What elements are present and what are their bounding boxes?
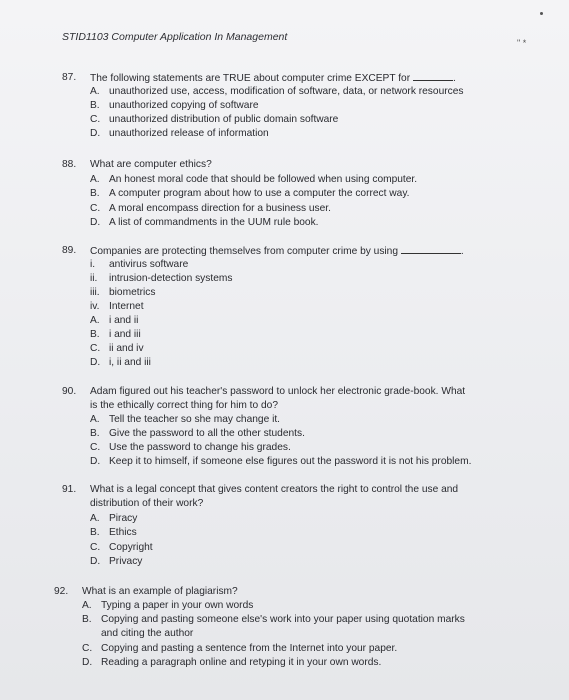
option-letter: D. <box>90 556 101 567</box>
question-stem-line-2: distribution of their work? <box>90 498 204 509</box>
option-text: unauthorized copying of software <box>109 100 259 111</box>
item-numeral: i. <box>90 259 96 270</box>
option-letter: D. <box>90 217 101 228</box>
question-stem <box>90 244 464 259</box>
option-letter: C. <box>90 542 101 553</box>
question-stem: What are computer ethics? <box>90 159 212 170</box>
page-header: STID1103 Computer Application In Management <box>62 31 288 43</box>
corner-mark <box>540 12 543 15</box>
option-letter: A. <box>82 600 92 611</box>
option-letter: B. <box>82 614 92 625</box>
option-letter: C. <box>90 343 101 354</box>
question-91 <box>62 483 542 571</box>
option-letter: C. <box>90 442 101 453</box>
option-text: An honest moral code that should be followed when using computer. <box>109 174 418 185</box>
question-88 <box>62 158 542 232</box>
question-number: 90. <box>62 386 77 397</box>
option-letter: A. <box>90 86 100 97</box>
option-letter: A. <box>90 174 100 185</box>
option-letter: D. <box>90 456 101 467</box>
question-number: 89. <box>62 245 77 256</box>
option-text: Copying and pasting someone else's work into your paper using quotation marks <box>101 614 465 625</box>
option-text: Give the password to all the other students. <box>109 428 305 439</box>
question-92 <box>54 585 544 675</box>
option-letter: C. <box>90 203 101 214</box>
option-text: i, ii and iii <box>109 357 151 368</box>
item-numeral: ii. <box>90 273 98 284</box>
option-letter: D. <box>90 357 101 368</box>
question-number: 87. <box>62 72 77 83</box>
stem-text: The following statements are TRUE about computer crime EXCEPT for <box>90 73 411 84</box>
option-text: Copying and pasting a sentence from the Internet into your paper. <box>101 643 398 654</box>
question-stem-line-2: is the ethically correct thing for him to do? <box>90 400 278 411</box>
question-87 <box>62 71 542 145</box>
question-number: 91. <box>62 484 77 495</box>
stem-end: . <box>452 73 456 84</box>
corner-dots: " * <box>517 38 527 48</box>
item-text: Internet <box>109 301 144 312</box>
option-text: Typing a paper in your own words <box>101 600 254 611</box>
item-numeral: iv. <box>90 301 100 312</box>
option-letter: A. <box>90 315 100 326</box>
item-text: biometrics <box>109 287 156 298</box>
answer-blank <box>413 71 453 81</box>
option-text: Use the password to change his grades. <box>109 442 291 453</box>
option-text: Ethics <box>109 527 137 538</box>
option-text: Tell the teacher so she may change it. <box>109 414 281 425</box>
option-text: i and ii <box>109 315 139 326</box>
option-letter: B. <box>90 527 100 538</box>
option-text: Piracy <box>109 513 138 524</box>
option-text: A computer program about how to use a computer the correct way. <box>109 188 410 199</box>
option-letter: C. <box>82 643 93 654</box>
option-text: unauthorized distribution of public domain software <box>109 114 339 125</box>
option-letter: D. <box>82 657 93 668</box>
option-text: ii and iv <box>109 343 144 354</box>
question-stem-line-1: What is a legal concept that gives content creators the right to control the use and <box>90 484 459 495</box>
option-text: A moral encompass direction for a business user. <box>109 203 331 214</box>
question-number: 88. <box>62 159 77 170</box>
option-text: A list of commandments in the UUM rule book. <box>109 217 319 228</box>
option-letter: D. <box>90 128 101 139</box>
option-text: Copyright <box>109 542 153 553</box>
item-text: antivirus software <box>109 259 189 270</box>
question-stem <box>90 71 456 86</box>
option-text: unauthorized use, access, modification of software, data, or network resources <box>109 86 464 97</box>
item-numeral: iii. <box>90 287 100 298</box>
stem-text: Companies are protecting themselves from computer crime by using <box>90 246 399 257</box>
option-text: Keep it to himself, if someone else figures out the password it is not his problem. <box>109 456 472 467</box>
question-89 <box>62 244 542 374</box>
question-stem: What is an example of plagiarism? <box>82 586 238 597</box>
option-letter: C. <box>90 114 101 125</box>
stem-end: . <box>460 246 464 257</box>
answer-blank <box>401 244 461 254</box>
question-90 <box>62 385 542 473</box>
option-letter: B. <box>90 329 100 340</box>
option-letter: B. <box>90 100 100 111</box>
option-text: Reading a paragraph online and retyping it in your own words. <box>101 657 382 668</box>
question-stem-line-1: Adam figured out his teacher's password to unlock her electronic grade-book. What <box>90 386 466 397</box>
option-text: unauthorized release of information <box>109 128 269 139</box>
item-text: intrusion-detection systems <box>109 273 233 284</box>
question-number: 92. <box>54 586 69 597</box>
option-letter: A. <box>90 513 100 524</box>
option-letter: A. <box>90 414 100 425</box>
option-letter: B. <box>90 428 100 439</box>
option-text-line-2: and citing the author <box>101 628 194 639</box>
option-text: Privacy <box>109 556 143 567</box>
option-letter: B. <box>90 188 100 199</box>
option-text: i and iii <box>109 329 141 340</box>
